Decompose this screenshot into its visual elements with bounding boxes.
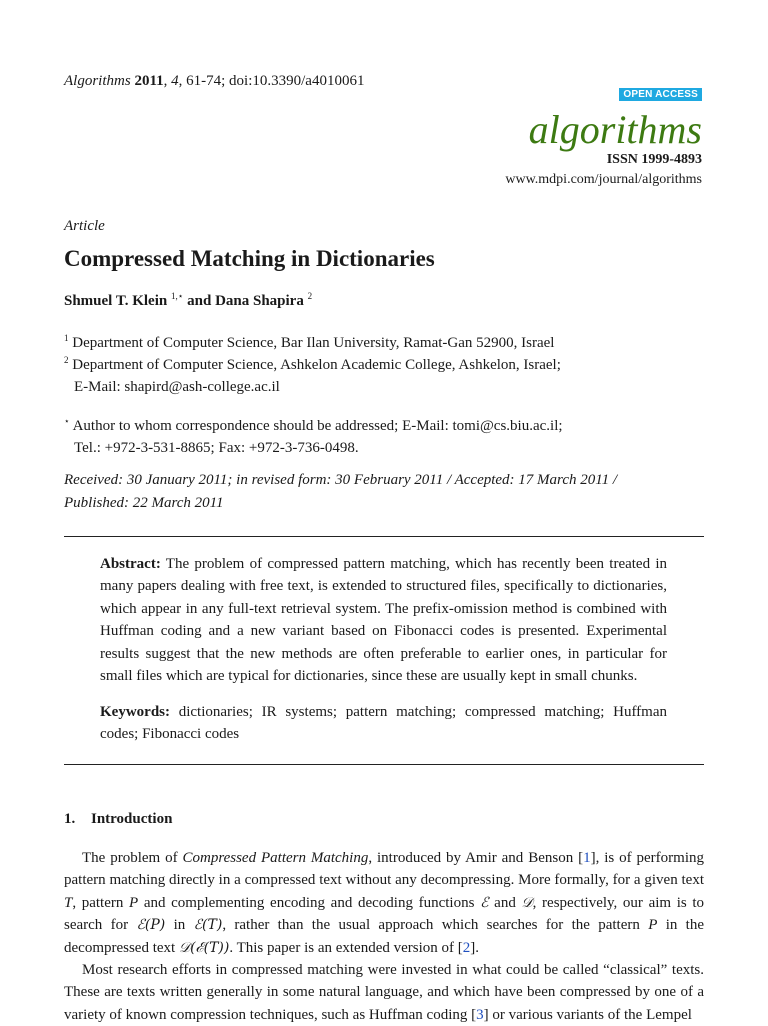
citation-link[interactable]: 1 [583,850,591,866]
affiliation-number: 1 [64,333,69,343]
correspondence-phone: Tel.: +972-3-531-8865; Fax: +972-3-736-0498. [74,440,359,456]
citation-line: Algorithms 2011, 4, 61-74; doi:10.3390/a4010061 [64,73,365,89]
text-run: , respectively, our aim is to search for [64,894,704,934]
correspondence-text: Author to whom correspondence should be addressed; E-Mail: tomi@cs.biu.ac.il; [72,418,563,434]
text-run: ]. [470,939,480,956]
publication-dates [64,469,664,515]
math-expression: ℰ(P) [136,917,166,934]
author-name: Shmuel T. Klein [64,293,168,309]
text-run: . This paper is an extended version of [ [229,939,463,956]
abstract-label: Abstract: [100,556,161,572]
text-run: and [488,894,522,911]
text-run: in the decompressed text [64,917,704,956]
author-name: Dana Shapira [215,293,304,309]
math-symbol: P [129,894,139,911]
citation-link[interactable]: 2 [462,939,471,956]
journal-url[interactable]: www.mdpi.com/journal/algorithms [505,172,702,187]
keywords [100,701,667,746]
math-expression: ℰ(T) [193,917,223,934]
abstract-text: The problem of compressed pattern matching, which has recently been treated in many papers dealing with free text, is extended to structured files, specifically to dictionaries, which appear in any full-text retrieval system. The prefix-omission method is combined with Huffman coding and a new variant based on Fibonacci codes is presented. Experimental results suggest that the new methods are often preferable to earlier ones, in particular for small files which are typical for dictionaries, since these are usually kept in small chunks. [100,556,667,685]
math-symbol: P [648,917,658,934]
paragraph-2 [64,959,704,1026]
text-run: and complementing encoding and decoding functions [138,894,481,911]
author-affiliation-mark: 1,⋆ [170,291,184,301]
section-title: Introduction [91,811,173,827]
correspondence-mark: ⋆ [64,416,70,426]
journal-logo: algorithms [528,107,702,152]
affiliation-2 [64,349,561,398]
text-run: ], is of performing pattern matching directly in a compressed text without any decompressing. More formally, for a given text [64,850,704,889]
text-run: in [165,917,194,934]
text-run: ] or various variants of the Lempel [483,1006,692,1023]
affiliation-email[interactable]: E-Mail: shapird@ash-college.ac.il [74,379,280,395]
affiliation-text: Department of Computer Science, Ashkelon Academic College, Ashkelon, Israel; [72,357,561,373]
body-text [64,847,704,1026]
year: 2011 [134,73,164,89]
math-expression: 𝒟(ℰ(T)) [178,939,230,956]
divider-top [64,536,704,537]
author-list [64,291,312,310]
math-symbol: ℰ [480,894,489,911]
text-run: , rather than the usual approach which searches for the pattern [222,917,649,934]
section-heading [64,811,172,828]
open-access-badge: OPEN ACCESS [619,88,702,101]
math-symbol: 𝒟 [521,894,533,911]
paragraph-1 [64,847,704,959]
author-affiliation-mark: 2 [307,291,313,301]
citation-link[interactable]: 3 [476,1006,484,1023]
section-number: 1. [64,811,76,827]
issn: ISSN 1999-4893 [606,152,702,167]
keywords-label: Keywords: [100,704,170,720]
text-run: The problem of [82,850,183,866]
text-run: , introduced by Amir and Benson [ [368,850,584,866]
text-run: , pattern [72,894,130,911]
abstract [100,553,667,687]
divider-bottom [64,764,704,765]
emphasis: Compressed Pattern Matching [182,850,369,866]
article-type: Article [64,218,105,234]
paper-title: Compressed Matching in Dictionaries [64,246,435,271]
journal-name: Algorithms [64,73,131,89]
dates-line-1: Received: 30 January 2011; in revised form: 30 February 2011 / Accepted: 17 March 2011 / [64,472,618,488]
text-run: Most research efforts in compressed matching were invested in what could be called “classical” texts. These are texts written generally in some natural language, and which have been compressed by one of a variety of known compression techniques, such as Huffman coding [ [64,962,704,1023]
keywords-text: dictionaries; IR systems; pattern matching; compressed matching; Huffman codes; Fibonacci codes [100,704,667,743]
affiliation-text: Department of Computer Science, Bar Ilan University, Ramat-Gan 52900, Israel [72,335,555,351]
math-symbol: T [64,894,73,911]
author-conjunction: and [183,293,216,309]
affiliation-number: 2 [64,355,69,365]
correspondence-note [64,410,563,459]
dates-line-2: Published: 22 March 2011 [64,495,224,511]
volume: 4 [171,73,179,89]
pages-doi: , 61-74; doi:10.3390/a4010061 [178,73,365,89]
